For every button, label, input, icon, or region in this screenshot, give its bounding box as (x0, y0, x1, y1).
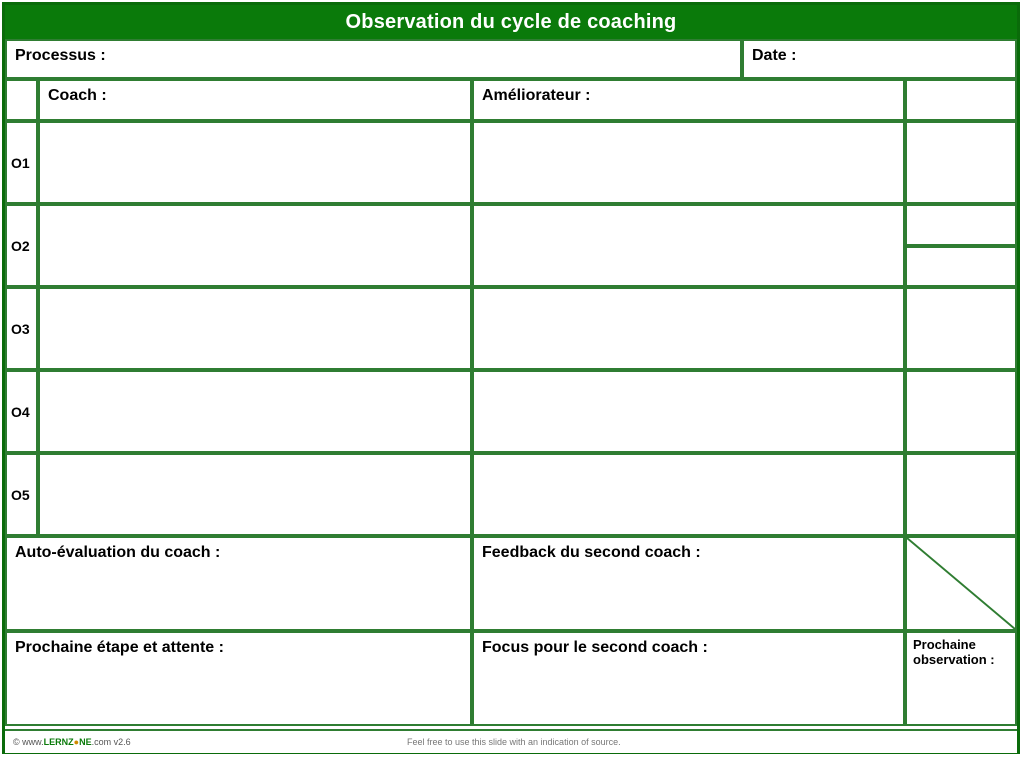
row-id-o3 (5, 287, 38, 370)
next-observation-cell[interactable] (905, 631, 1017, 726)
notes-cell-o2-top[interactable] (905, 204, 1017, 246)
coach-value-o2 (40, 206, 470, 212)
coach-value-o1 (40, 123, 470, 129)
footer-brand-part2: NE (79, 737, 92, 747)
notes-cell-o1[interactable] (905, 121, 1017, 204)
self-assessment-label: Auto-évaluation du coach : (15, 544, 221, 561)
coach-cell-o4[interactable] (38, 370, 472, 453)
coach-column-header (38, 79, 472, 121)
second-coach-feedback-label: Feedback du second coach : (482, 544, 701, 561)
improver-value-o1 (474, 123, 903, 129)
improver-cell-o5[interactable] (472, 453, 905, 536)
date-label: Date : (752, 47, 797, 64)
summary-corner-cell[interactable] (905, 536, 1017, 631)
footer-copyright-prefix: © www. (13, 737, 44, 747)
footer-brand (5, 737, 131, 747)
improver-value-o4 (474, 372, 903, 378)
second-coach-feedback-cell[interactable] (472, 536, 905, 631)
improver-cell-o3[interactable] (472, 287, 905, 370)
diagonal-strike-icon (907, 538, 1015, 629)
footer-brand-dot: ● (73, 737, 80, 747)
notes-cell-o3[interactable] (905, 287, 1017, 370)
footer-brand-suffix: .com v2.6 (91, 737, 131, 747)
next-step-expectation-label: Prochaine étape et attente : (15, 639, 224, 656)
coach-value-o5 (40, 455, 470, 461)
coach-header-label: Coach : (48, 87, 107, 104)
improver-value-o3 (474, 289, 903, 295)
second-coach-focus-cell[interactable] (472, 631, 905, 726)
row-id-column-header (5, 79, 38, 121)
second-coach-focus-label: Focus pour le second coach : (482, 639, 708, 656)
notes-header-label (907, 81, 1015, 87)
coach-cell-o2[interactable] (38, 204, 472, 287)
row-id-o1 (5, 121, 38, 204)
row-id-o5-label: O5 (11, 486, 30, 503)
next-observation-label: Prochaine observation : (913, 637, 995, 667)
improver-value-o2 (474, 206, 903, 212)
row-id-o1-label: O1 (11, 154, 30, 171)
improver-cell-o2[interactable] (472, 204, 905, 287)
footer (5, 729, 1017, 753)
improver-cell-o1[interactable] (472, 121, 905, 204)
footer-notice: Feel free to use this slide with an indication of source. (406, 737, 621, 747)
process-field[interactable] (5, 39, 742, 79)
improver-header-label: Améliorateur : (482, 87, 591, 104)
row-id-o3-label: O3 (11, 320, 30, 337)
notes-column-header (905, 79, 1017, 121)
coach-cell-o3[interactable] (38, 287, 472, 370)
process-label: Processus : (15, 47, 106, 64)
summary-corner-label (907, 538, 1015, 543)
row-id-o2 (5, 204, 38, 287)
notes-value-o1 (907, 123, 1015, 129)
coach-cell-o5[interactable] (38, 453, 472, 536)
notes-value-o3 (907, 289, 1015, 295)
date-field[interactable] (742, 39, 1017, 79)
page-title-bar (5, 5, 1017, 39)
row-id-o4-label: O4 (11, 403, 30, 420)
notes-cell-o4[interactable] (905, 370, 1017, 453)
notes-value-o4 (907, 372, 1015, 378)
improver-value-o5 (474, 455, 903, 461)
row-id-o5 (5, 453, 38, 536)
self-assessment-cell[interactable] (5, 536, 472, 631)
coach-cell-o1[interactable] (38, 121, 472, 204)
improver-cell-o4[interactable] (472, 370, 905, 453)
page-title: Observation du cycle de coaching (345, 10, 677, 33)
row-id-header-label (7, 81, 36, 119)
row-id-o4 (5, 370, 38, 453)
notes-cell-o2-bottom[interactable] (905, 246, 1017, 287)
coach-value-o4 (40, 372, 470, 378)
coach-value-o3 (40, 289, 470, 295)
footer-brand-part1: LERNZ (43, 737, 74, 747)
next-step-expectation-cell[interactable] (5, 631, 472, 726)
notes-value-o2 (907, 206, 1015, 212)
notes-value-o5 (907, 455, 1015, 461)
notes-cell-o5[interactable] (905, 453, 1017, 536)
row-id-o2-label: O2 (11, 237, 30, 254)
improver-column-header (472, 79, 905, 121)
